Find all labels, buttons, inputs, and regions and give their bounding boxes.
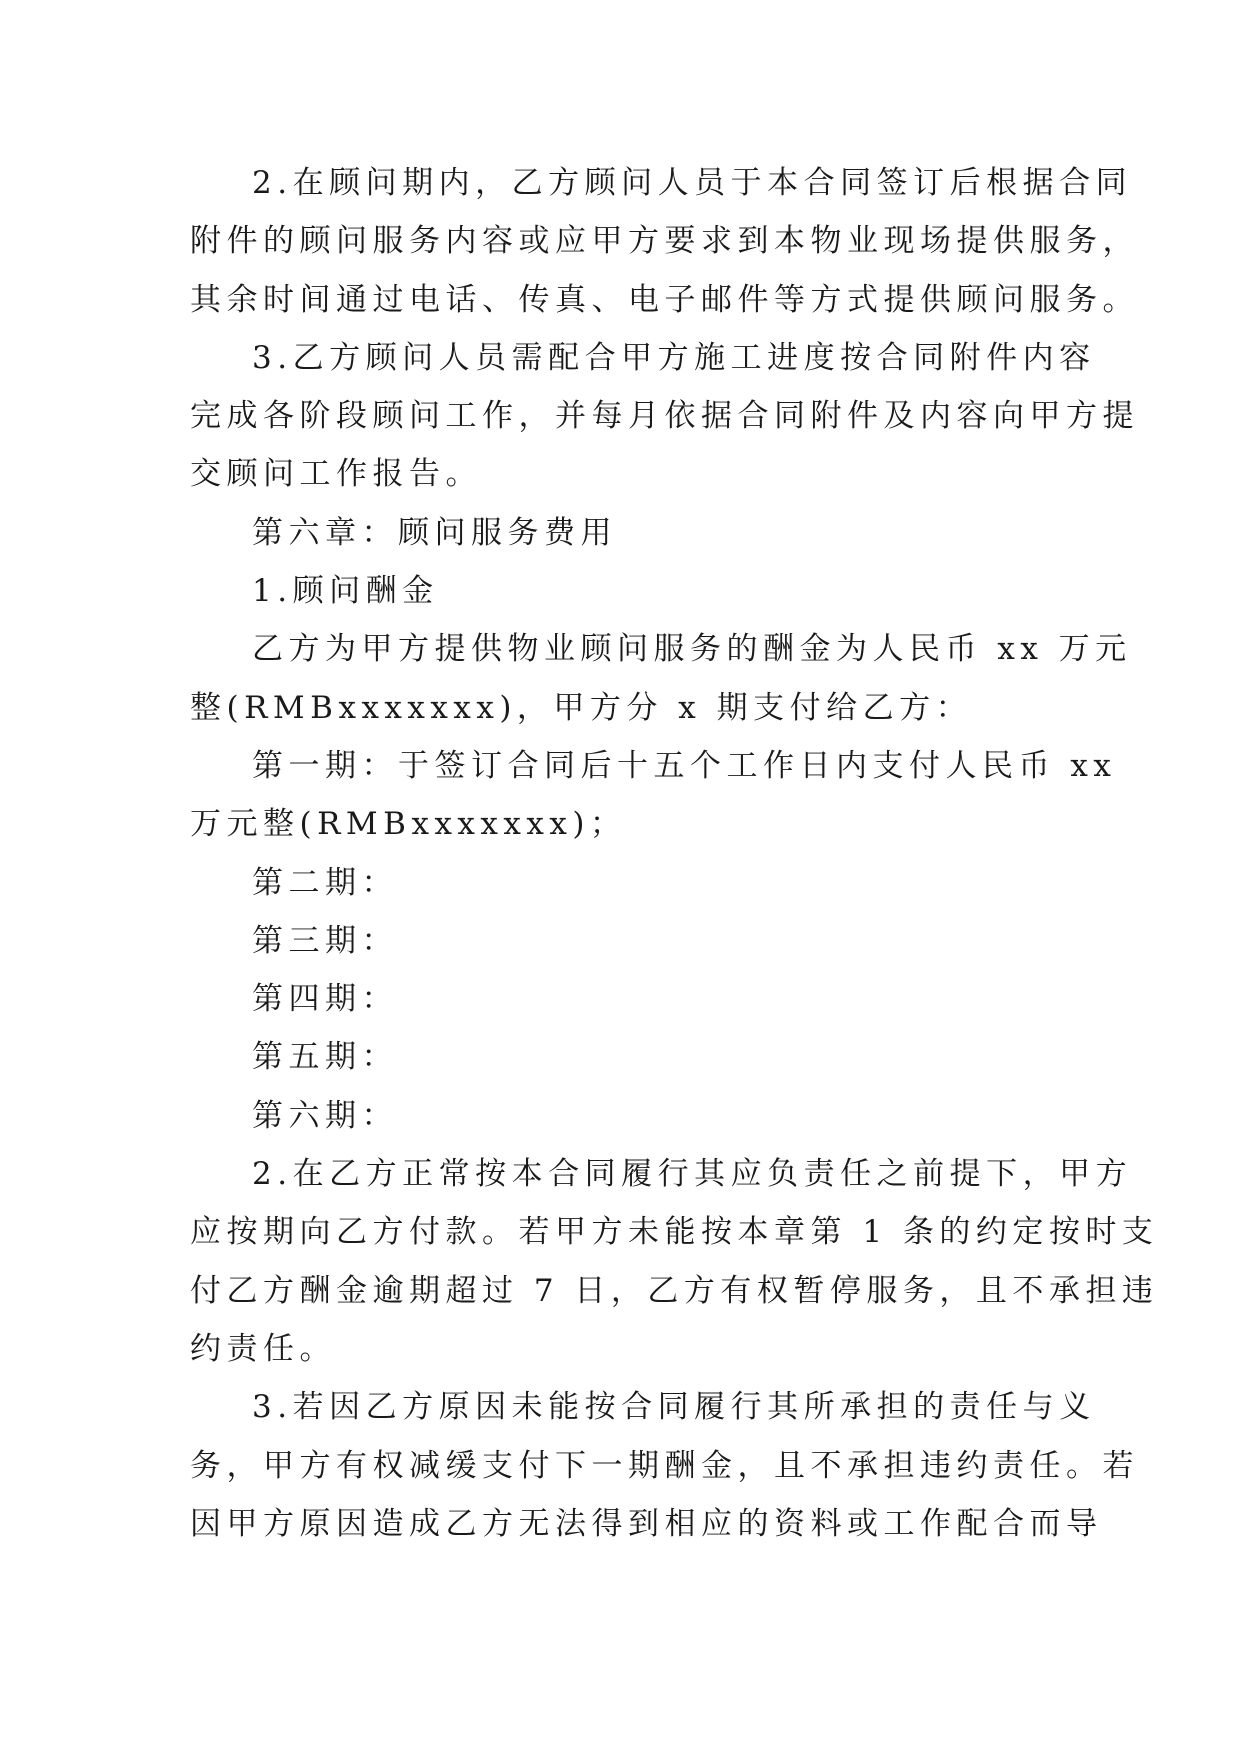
text-line: 附件的顾问服务内容或应甲方要求到本物业现场提供服务， — [190, 223, 1139, 260]
paragraph-installment-2 — [190, 854, 1050, 912]
text-line: 2.在乙方正常按本合同履行其应负责任之前提下，甲方 — [252, 1156, 1133, 1193]
text-line: 第三期： — [252, 922, 398, 959]
text-line: 1.顾问酬金 — [252, 573, 439, 610]
text-line: 第六章：顾问服务费用 — [252, 514, 617, 551]
text-line: 整(RMBxxxxxxx)，甲方分 x 期支付给乙方： — [190, 689, 973, 726]
text-line: 乙方为甲方提供物业顾问服务的酬金为人民币 xx 万元 — [252, 631, 1132, 668]
paragraph-work-reports — [190, 329, 1139, 504]
text-line: 约责任。 — [190, 1330, 336, 1367]
text-line: 其余时间通过电话、传真、电子邮件等方式提供顾问服务。 — [190, 281, 1139, 318]
document-body — [190, 154, 1159, 1553]
paragraph-fee-amount — [190, 620, 1132, 737]
text-line: 务，甲方有权减缓支付下一期酬金，且不承担违约责任。若 — [190, 1447, 1139, 1484]
chapter-heading — [190, 504, 1050, 562]
text-line: 万元整(RMBxxxxxxx)； — [190, 806, 627, 843]
text-line: 第二期： — [252, 864, 398, 901]
text-line: 完成各阶段顾问工作，并每月依据合同附件及内容向甲方提 — [190, 398, 1139, 435]
text-line: 因甲方原因造成乙方无法得到相应的资料或工作配合而导 — [190, 1505, 1103, 1542]
text-line: 付乙方酬金逾期超过 7 日，乙方有权暂停服务，且不承担违 — [190, 1272, 1159, 1309]
text-line: 第五期： — [252, 1039, 398, 1076]
paragraph-consultation-period — [190, 154, 1139, 329]
paragraph-installment-6 — [190, 1087, 1050, 1145]
text-line: 第四期： — [252, 981, 398, 1018]
paragraph-installment-4 — [190, 970, 1050, 1028]
paragraph-installment-3 — [190, 912, 1050, 970]
text-line: 应按期向乙方付款。若甲方未能按本章第 1 条的约定按时支 — [190, 1214, 1159, 1251]
paragraph-breach-terms — [190, 1378, 1139, 1553]
paragraph-installment-5 — [190, 1028, 1050, 1086]
text-line: 3.若因乙方原因未能按合同履行其所承担的责任与义 — [252, 1389, 1096, 1426]
text-line: 3.乙方顾问人员需配合甲方施工进度按合同附件内容 — [252, 339, 1096, 376]
text-line: 第六期： — [252, 1097, 398, 1134]
section-heading-fees — [190, 562, 1050, 620]
text-line: 交顾问工作报告。 — [190, 456, 482, 493]
text-line: 2.在顾问期内，乙方顾问人员于本合同签订后根据合同 — [252, 165, 1133, 201]
paragraph-payment-terms — [190, 1145, 1159, 1378]
text-line: 第一期：于签订合同后十五个工作日内支付人民币 xx — [252, 747, 1117, 784]
paragraph-installment-1 — [190, 737, 1117, 854]
